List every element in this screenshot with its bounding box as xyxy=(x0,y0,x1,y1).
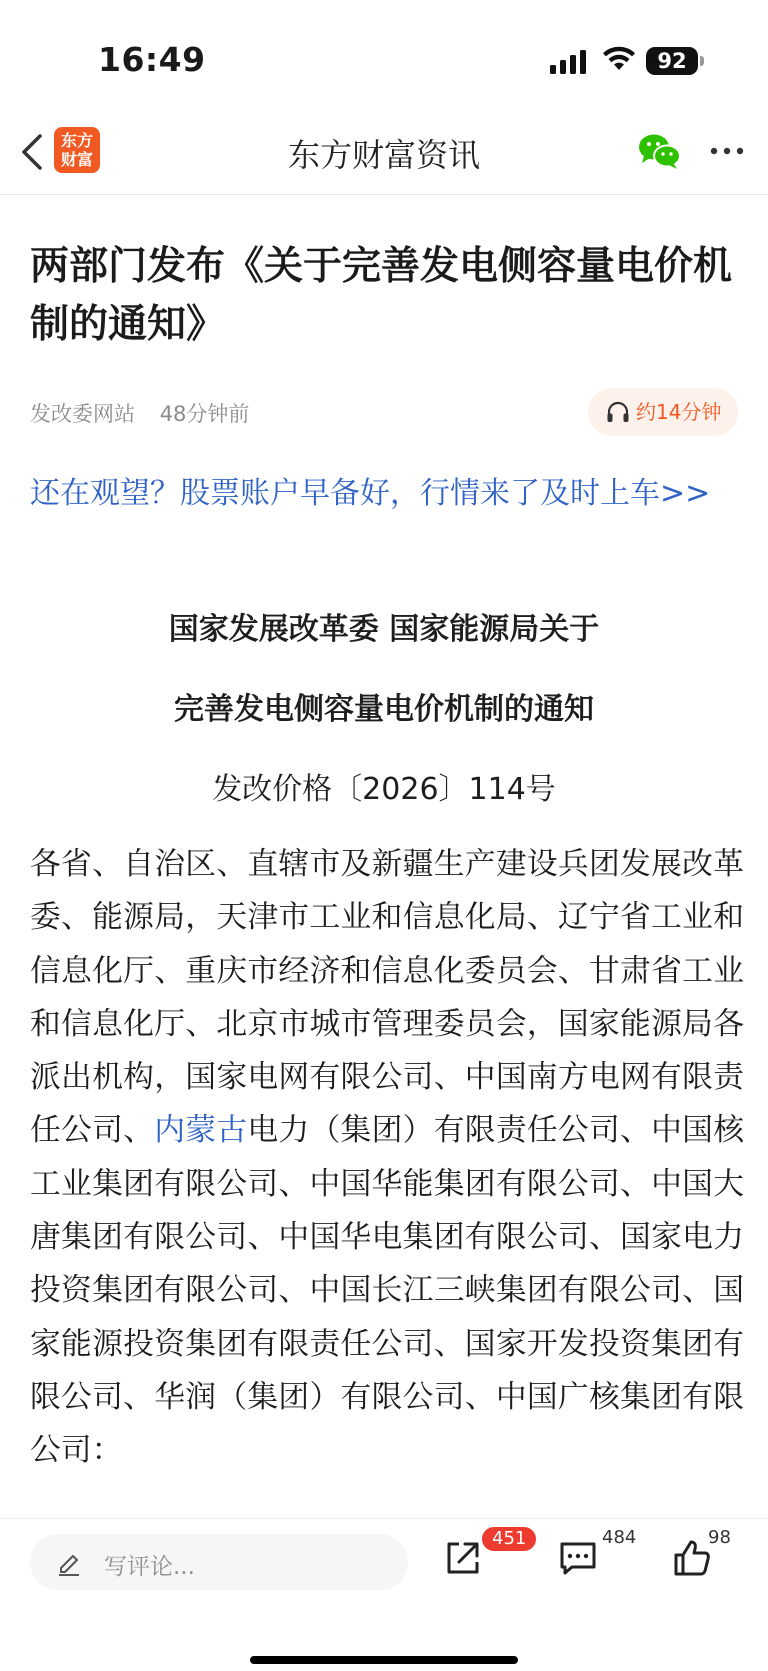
article-time: 48分钟前 xyxy=(159,402,250,426)
comment-placeholder: 写评论... xyxy=(104,1554,195,1580)
nav-bar xyxy=(0,110,768,195)
wifi-icon xyxy=(602,46,636,72)
wechat-icon[interactable] xyxy=(638,132,682,170)
article-source[interactable]: 发改委网站 xyxy=(30,402,135,426)
logo-line-2: 财富 xyxy=(60,150,93,169)
headphones-icon xyxy=(606,401,630,423)
doc-number: 发改价格〔2026〕114号 xyxy=(212,772,556,807)
comment-count: 484 xyxy=(602,1527,637,1548)
battery-cap xyxy=(700,56,704,66)
logo-line-1: 东方 xyxy=(60,131,93,150)
nav-title: 东方财富资讯 xyxy=(287,136,480,174)
read-time: 约14分钟 xyxy=(636,400,722,424)
body-text-part-2: 电力（集团）有限责任公司、中国核工业集团有限公司、中国华能集团有限公司、中国大唐集团有限公司、中国华电集团有限公司、国家电力投资集团有限公司、中国长江三峡集团有限公司、国家能源投资集团有限责任公司、国家开发投资集团有限公司、华润（集团）有限公司、中国广核集团有限公司： xyxy=(30,1112,744,1469)
article-title: 两部门发布《关于完善发电侧容量电价机制的通知》 xyxy=(30,244,733,347)
cellular-signal-icon xyxy=(550,50,588,74)
bottom-action-bar xyxy=(0,1518,768,1671)
comment-input[interactable] xyxy=(30,1534,408,1590)
body-inline-link[interactable]: 内蒙古 xyxy=(154,1112,248,1149)
more-dots-icon[interactable] xyxy=(710,146,744,156)
status-bar xyxy=(0,0,768,110)
doc-heading-line-1: 国家发展改革委 国家能源局关于 xyxy=(168,612,600,647)
promo-link[interactable]: 还在观望？股票账户早备好，行情来了及时上车>> xyxy=(30,476,711,511)
article-meta xyxy=(30,398,267,428)
article-body xyxy=(30,838,744,1516)
pencil-icon xyxy=(56,1548,82,1576)
listen-button[interactable] xyxy=(588,388,738,436)
body-text-part-1: 各省、自治区、直辖市及新疆生产建设兵团发展改革委、能源局，天津市工业和信息化局、辽宁省工业和信息化厅、重庆市经济和信息化委员会、甘肃省工业和信息化厅、北京市城市管理委员会，国家能源局各派出机构，国家电网有限公司、中国南方电网有限责任公司、 xyxy=(30,846,744,1149)
status-time: 16:49 xyxy=(98,40,206,79)
home-indicator xyxy=(250,1656,518,1664)
share-count-badge: 451 xyxy=(482,1527,536,1551)
comment-icon[interactable] xyxy=(558,1539,598,1577)
like-count: 98 xyxy=(708,1527,731,1548)
share-icon[interactable] xyxy=(444,1539,482,1577)
thumbs-up-icon[interactable] xyxy=(672,1539,712,1577)
battery-indicator: 92 xyxy=(646,47,698,75)
doc-heading-line-2: 完善发电侧容量电价机制的通知 xyxy=(174,692,594,727)
